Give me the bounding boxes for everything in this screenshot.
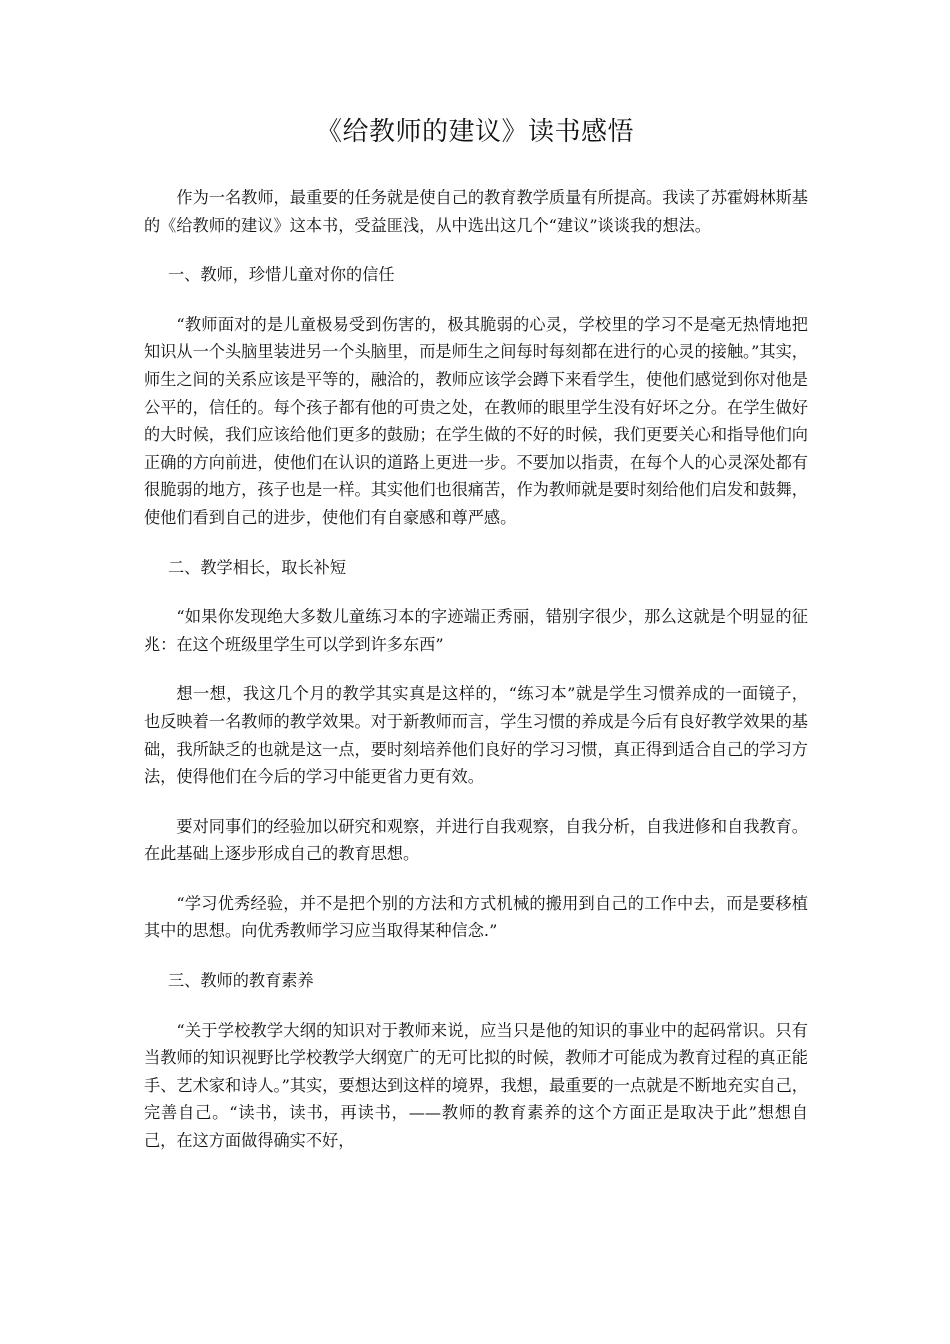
document-body (144, 184, 808, 1177)
section-heading-3: 三、教师的教育素养 (168, 971, 314, 991)
paragraph-literacy: “关于学校教学大纲的知识对于教师来说，应当只是他的知识的事业中的起码常识。只有当教师的知识视野比学校教学大纲宽广的无可比拟的时候，教师才可能成为教育过程的真正能手、艺术家和诗人。”其实，要想达到这样的境界，我想，最重要的一点就是不断地充实自己，完善自己。“读书，读书，再读书，——教师的教育素养的这个方面正是取决于此”想想自己，在这方面做得确实不好， (144, 1020, 808, 1151)
section-heading-2: 二、教学相长，取长补短 (168, 557, 347, 577)
section-heading-1: 一、教师，珍惜儿童对你的信任 (168, 265, 395, 285)
paragraph-trust: “教师面对的是儿童极易受到伤害的，极其脆弱的心灵，学校里的学习不是毫无热情地把知识从一个头脑里装进另一个头脑里，而是师生之间每时每刻都在进行的心灵的接触。”其实，师生之间的关系应该是平等的，融洽的，教师应该学会蹲下来看学生，使他们感觉到你对他是公平的，信任的。每个孩子都有他的可贵之处，在教师的眼里学生没有好坏之分。在学生做好的大时候，我们应该给他们更多的鼓励；在学生做的不好的时候，我们更要关心和指导他们向正确的方向前进，使他们在认识的道路上更进一步。不要加以指责，在每个人的心灵深处都有很脆弱的地方，孩子也是一样。其实他们也很痛苦，作为教师就是要时刻给他们启发和鼓舞，使他们看到自己的进步，使他们有自豪感和尊严感。 (144, 314, 808, 527)
document-title: 《给教师的建议》读书感悟 (315, 117, 634, 147)
paragraph-reflection: 想一想，我这几个月的教学其实真是这样的，“练习本”就是学生习惯养成的一面镜子，也反映着一名教师的教学效果。对于新教师而言，学生习惯的养成是今后有良好教学效果的基础，我所缺乏的也就是这一点，要时刻培养他们良好的学习习惯，真正得到适合自己的学习方法，使得他们在今后的学习中能更省力更有效。 (144, 684, 808, 787)
paragraph-colleagues: 要对同事们的经验加以研究和观察，并进行自我观察，自我分析，自我进修和自我教育。在此基础上逐步形成自己的教育思想。 (144, 816, 808, 864)
paragraph-quote-experience: “学习优秀经验，并不是把个别的方法和方式机械的搬用到自己的工作中去，而是要移植其中的思想。向优秀教师学习应当取得某种信念.” (144, 893, 808, 941)
paragraph-intro: 作为一名教师，最重要的任务就是使自己的教育教学质量有所提高。我读了苏霍姆林斯基的《给教师的建议》这本书，受益匪浅，从中选出这几个“建议”谈谈我的想法。 (144, 188, 808, 235)
paragraph-quote-exercise: “如果你发现绝大多数儿童练习本的字迹端正秀丽，错别字很少，那么这就是个明显的征兆：在这个班级里学生可以学到许多东西” (144, 607, 808, 654)
